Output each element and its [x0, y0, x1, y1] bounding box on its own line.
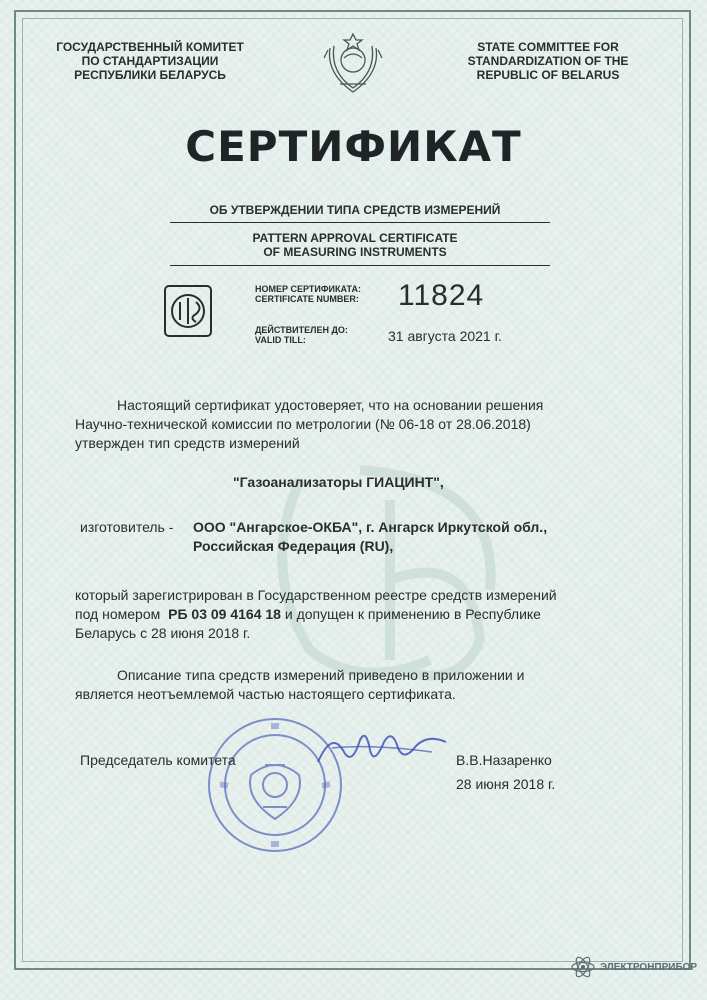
p1-line: утвержден тип средств измерений	[75, 435, 300, 451]
header-left-line: ГОСУДАРСТВЕННЫЙ КОМИТЕТ	[56, 40, 244, 54]
valid-label	[255, 325, 348, 345]
valid-till-date: 31 августа 2021 г.	[388, 328, 502, 344]
p3-line: является неотъемлемой частью настоящего сертификата.	[75, 686, 456, 702]
divider	[170, 222, 550, 223]
header-right	[438, 40, 658, 82]
divider	[170, 265, 550, 266]
header-right-line: STATE COMMITTEE FOR	[477, 40, 619, 54]
subtitle-ru: ОБ УТВЕРЖДЕНИИ ТИПА СРЕДСТВ ИЗМЕРЕНИЙ	[209, 203, 501, 217]
p1-line: Настоящий сертификат удостоверяет, что на основании решения	[117, 397, 544, 413]
signature-scribble	[312, 722, 452, 776]
certificate-title: СЕРТИФИКАТ	[185, 122, 522, 171]
header-right-line: STANDARDIZATION OF THE	[467, 54, 629, 68]
chairman-role: Председатель комитета	[80, 752, 236, 768]
belarus-emblem-icon	[320, 28, 386, 96]
manufacturer-label: изготовитель -	[80, 519, 174, 535]
number-label	[255, 284, 361, 304]
standardization-logo-icon	[163, 284, 213, 338]
p2-line: Беларусь с 28 июня 2018 г.	[75, 625, 251, 641]
signature-date: 28 июня 2018 г.	[456, 776, 556, 792]
p2-text: и допущен к применению в Республике	[284, 606, 541, 622]
header-left-line: РЕСПУБЛИКИ БЕЛАРУСЬ	[74, 68, 226, 82]
instrument-name: "Газоанализаторы ГИАЦИНТ",	[233, 474, 444, 490]
p2-line	[75, 605, 541, 623]
atom-logo-icon	[570, 954, 596, 980]
p3-line: Описание типа средств измерений приведено в приложении и	[117, 667, 525, 683]
registry-number: РБ 03 09 4164 18	[168, 606, 281, 622]
subtitle-en-line: OF MEASURING INSTRUMENTS	[263, 245, 447, 259]
subtitle-en-line: PATTERN APPROVAL CERTIFICATE	[252, 231, 458, 245]
header-left-line: ПО СТАНДАРТИЗАЦИИ	[81, 54, 219, 68]
header-right-line: REPUBLIC OF BELARUS	[476, 68, 620, 82]
header-left	[40, 40, 260, 82]
valid-label-en: VALID TILL:	[255, 335, 306, 345]
brand-name: ЭЛЕКТРОНПРИБОР	[600, 962, 698, 973]
number-label-ru: НОМЕР СЕРТИФИКАТА:	[255, 284, 361, 294]
p1-line: Научно-технической комиссии по метрологии (№ 06-18 от 28.06.2018)	[75, 416, 531, 432]
p2-text: под номером	[75, 606, 161, 622]
number-label-en: CERTIFICATE NUMBER:	[255, 294, 359, 304]
manufacturer-line: ООО "Ангарское-ОКБА", г. Ангарск Иркутской обл.,	[193, 519, 548, 535]
chairman-name: В.В.Назаренко	[456, 752, 552, 768]
manufacturer-line: Российская Федерация (RU),	[193, 538, 394, 554]
valid-label-ru: ДЕЙСТВИТЕЛЕН ДО:	[255, 325, 348, 335]
p2-line: который зарегистрирован в Государственном реестре средств измерений	[75, 587, 557, 603]
subtitle-en	[170, 231, 540, 259]
certificate-number: 11824	[398, 279, 485, 312]
